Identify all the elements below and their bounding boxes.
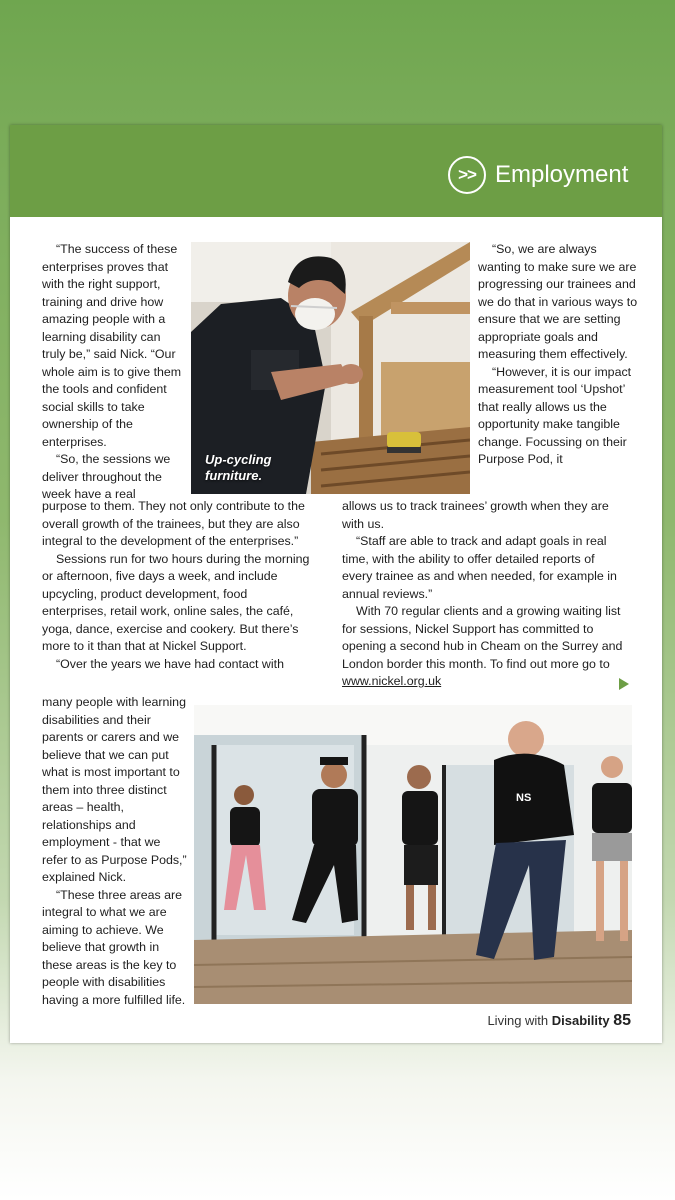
exercise-class-photo: [194, 705, 632, 1004]
page-number: 85: [613, 1012, 631, 1029]
paragraph: Sessions run for two hours during the morning or afternoon, five days a week, and include upcycling, product development, food enterprises, retail work, online sales, the café, yoga, dance, exercise and cookery. But there’s more to it than that at Nickel Support.: [42, 551, 310, 653]
paragraph: “Staff are able to track and adapt goals in real time, with the ability to offer detailed reports of every trainee as and when needed, for example in annual reviews.”: [342, 534, 617, 601]
upcycling-photo: [191, 242, 470, 494]
caption-line: Up-cycling: [205, 452, 272, 467]
magazine-prefix: Living with: [487, 1013, 549, 1028]
article-left-lower: [42, 694, 188, 1009]
shirt-logo: NS: [516, 792, 532, 804]
caption-line: furniture.: [205, 468, 263, 483]
page-footer: [487, 1012, 631, 1030]
paragraph: “So, we are always wanting to make sure we are progressing our trainees and we do that in various ways to ensure that we are setting appropriate goals and measuring them effectively.: [478, 242, 638, 361]
paragraph: “The success of these enterprises proves that with the right support, training and drive how amazing people with a learning disability can truly be,” said Nick. “Our whole aim is to give them the tools and confident social skills to take ownership of the enterprises.: [42, 242, 182, 449]
magazine-name: Disability: [551, 1013, 610, 1028]
section-header: [10, 125, 662, 217]
paragraph: “So, the sessions we deliver throughout the week have a real: [42, 452, 171, 501]
paragraph: purpose to them. They not only contribute to the overall growth of the trainees, but they are also integral to the development of the enterprises.”: [42, 499, 305, 548]
photo-caption: [205, 452, 295, 484]
chevron-badge-icon: >>: [448, 156, 486, 194]
paragraph: “However, it is our impact measurement tool ‘Upshot’ that really allows us the opportunity make tangible change. Focussing on their Purpose Pod, it: [478, 364, 632, 466]
paragraph: “These three areas are integral to what we are aiming to achieve. We believe that growth in these areas is the key to people with disabilities having a more fulfilled life.: [42, 887, 186, 1007]
paragraph: “Over the years we have had contact with: [56, 656, 284, 671]
article-left-upper: [42, 241, 182, 504]
article-mid-span: [42, 498, 314, 673]
article-right-upper: [478, 241, 642, 469]
article-right-lower: [342, 498, 624, 691]
exercise-class-photo-image: [194, 705, 632, 1004]
end-of-article-arrow-icon: [619, 678, 629, 690]
section-title: Employment: [495, 161, 629, 188]
paragraph: allows us to track trainees’ growth when they are with us.: [342, 499, 609, 531]
website-link[interactable]: www.nickel.org.uk: [342, 674, 442, 688]
paragraph: With 70 regular clients and a growing waiting list for sessions, Nickel Support has committed to opening a second hub in Cheam on the Surrey and London border this month. To find out more go to: [342, 604, 623, 671]
magazine-page: [10, 125, 662, 1043]
paragraph: many people with learning disabilities and their parents or carers and we believe that we can put what is most important to them into three distinct areas – health, relationships and employment - that we refer to as Purpose Pods,” explained Nick.: [42, 695, 187, 884]
